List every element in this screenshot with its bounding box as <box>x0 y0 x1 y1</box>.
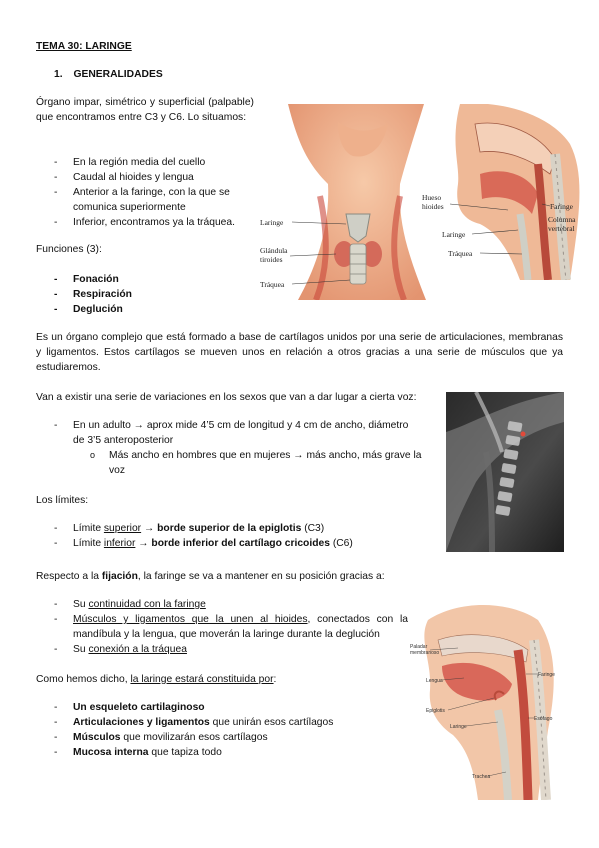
item-underlined: continuidad con la faringe <box>88 599 206 610</box>
list-item: - En la región media del cuello <box>36 156 258 171</box>
composition-list <box>36 701 376 761</box>
limit-prefix: Límite <box>73 537 104 549</box>
functions-label: Funciones (3): <box>36 244 102 255</box>
limit-underlined: inferior <box>103 537 136 549</box>
figure4-label-laringe: Laringe <box>450 724 467 730</box>
neck-anterior-figure <box>258 104 426 300</box>
figure4-label-lengua: Lengua <box>426 678 443 684</box>
figure1-label-tiroides: Glándula tiroides <box>260 246 288 264</box>
limits-label: Los límites: <box>36 495 89 506</box>
fixation-bold: fijación <box>101 571 138 582</box>
composition-intro <box>36 673 356 688</box>
figure2-label-laringe: Laringe <box>442 230 466 239</box>
limit-suffix: (C3) <box>301 523 325 534</box>
figure2-label-faringe: Faringe <box>550 202 573 211</box>
item-suffix: que unirán esos cartílagos <box>209 716 334 728</box>
list-item: - Respiración <box>36 288 236 303</box>
item-bold: Músculos <box>73 731 121 743</box>
variations-list <box>36 419 410 449</box>
arrow-icon: → <box>141 523 158 534</box>
list-item <box>36 537 436 552</box>
item-bold: Mucosa interna <box>73 746 149 758</box>
list-item <box>36 716 376 731</box>
figure1-label-laringe: Laringe <box>260 218 284 227</box>
composition-underlined: la laringe estará constituida por <box>130 674 274 685</box>
list-item <box>36 701 376 716</box>
section-title: GENERALIDADES <box>73 69 163 80</box>
section-number: 1. <box>54 69 63 80</box>
item-suffix: que movilizarán esos cartílagos <box>120 731 268 743</box>
list-item <box>36 643 408 658</box>
figure1-label-traquea: Tráquea <box>260 280 285 289</box>
limit-bold: borde superior de la epiglotis <box>157 523 302 534</box>
figure2-label-hueso: Hueso hioides <box>422 193 444 211</box>
figure4-label-paladar: Paladar membranoso <box>410 644 440 656</box>
list-subitem: o Más ancho en hombres que en mujeres → más ancho, más grave la voz <box>36 449 440 479</box>
list-item: - Fonación <box>36 273 236 288</box>
location-list <box>36 156 258 231</box>
list-item <box>36 746 376 761</box>
list-item: - Inferior, encontramos ya la tráquea. <box>36 216 258 231</box>
item-prefix: Su <box>73 599 89 610</box>
list-item: - Caudal al hioides y lengua <box>36 171 258 186</box>
item-prefix: Su <box>73 643 89 655</box>
section-heading <box>54 68 163 83</box>
list-item <box>36 613 408 643</box>
arrow-icon: → <box>135 537 152 549</box>
limit-suffix: (C6) <box>329 537 353 549</box>
figure4-label-trachea: Trachea <box>472 774 491 780</box>
list-item: - Anterior a la faringe, con la que se comunica superiormente <box>36 186 258 216</box>
variations-sublist <box>36 449 440 479</box>
variations-intro: Van a existir una serie de variaciones en los sexos que van a dar lugar a cierta voz: <box>36 392 417 403</box>
limits-list <box>36 522 436 552</box>
limit-underlined: superior <box>103 523 142 534</box>
list-item <box>36 522 436 537</box>
figure2-label-columna: Columna vertebral <box>548 215 576 233</box>
limit-bold: borde inferior del cartílago cricoides <box>151 537 330 549</box>
item-bold: Articulaciones y ligamentos <box>73 716 210 728</box>
functions-list <box>36 273 236 318</box>
item-suffix: , conectados con la mandíbula y la lengua, que moverán la laringe durante la deglución <box>73 613 408 640</box>
intro-paragraph: Órgano impar, simétrico y superficial (palpable) que encontramos entre C3 y C6. Lo situamos: <box>36 97 254 123</box>
sagittal-anatomy-figure <box>408 600 564 800</box>
item-underlined: Músculos y ligamentos que la unen al hioides <box>73 613 308 625</box>
composition-suffix: : <box>273 674 277 685</box>
complex-paragraph: Es un órgano complejo que está formado a base de cartílagos unidos por una serie de articulaciones, membranas y ligamentos. Estos cartílagos se mueven unos en relación a otros gracias a una serie de músculos que ya estudiaremos. <box>36 332 563 373</box>
neck-xray-figure <box>446 392 564 552</box>
fixation-suffix: , la faringe se va a mantener en su posición gracias a: <box>137 571 385 582</box>
figure4-label-faringe: Faringe <box>538 672 555 678</box>
item-suffix: que tapiza todo <box>148 746 222 758</box>
limit-prefix: Límite <box>73 523 104 534</box>
fixation-intro <box>36 570 436 585</box>
list-item: - Deglución <box>36 303 236 318</box>
list-item <box>36 598 408 613</box>
figure4-label-esofago: Esófago <box>534 716 553 722</box>
figure2-label-traquea: Tráquea <box>448 249 473 258</box>
list-item <box>36 731 376 746</box>
figure4-label-epiglotis: Epiglotis <box>426 708 445 714</box>
page-title: TEMA 30: LARINGE <box>36 41 132 52</box>
item-underlined: conexión a la tráquea <box>88 643 187 655</box>
fixation-prefix: Respecto a la <box>36 571 102 582</box>
list-item: - En un adulto → aprox mide 4’5 cm de longitud y 4 cm de ancho, diámetro de 3’5 anteroposterior <box>36 419 410 449</box>
composition-prefix: Como hemos dicho, <box>36 674 131 685</box>
fixation-list <box>36 598 408 658</box>
item-bold: Un esqueleto cartilaginoso <box>73 702 205 713</box>
sagittal-neck-figure <box>420 104 592 280</box>
